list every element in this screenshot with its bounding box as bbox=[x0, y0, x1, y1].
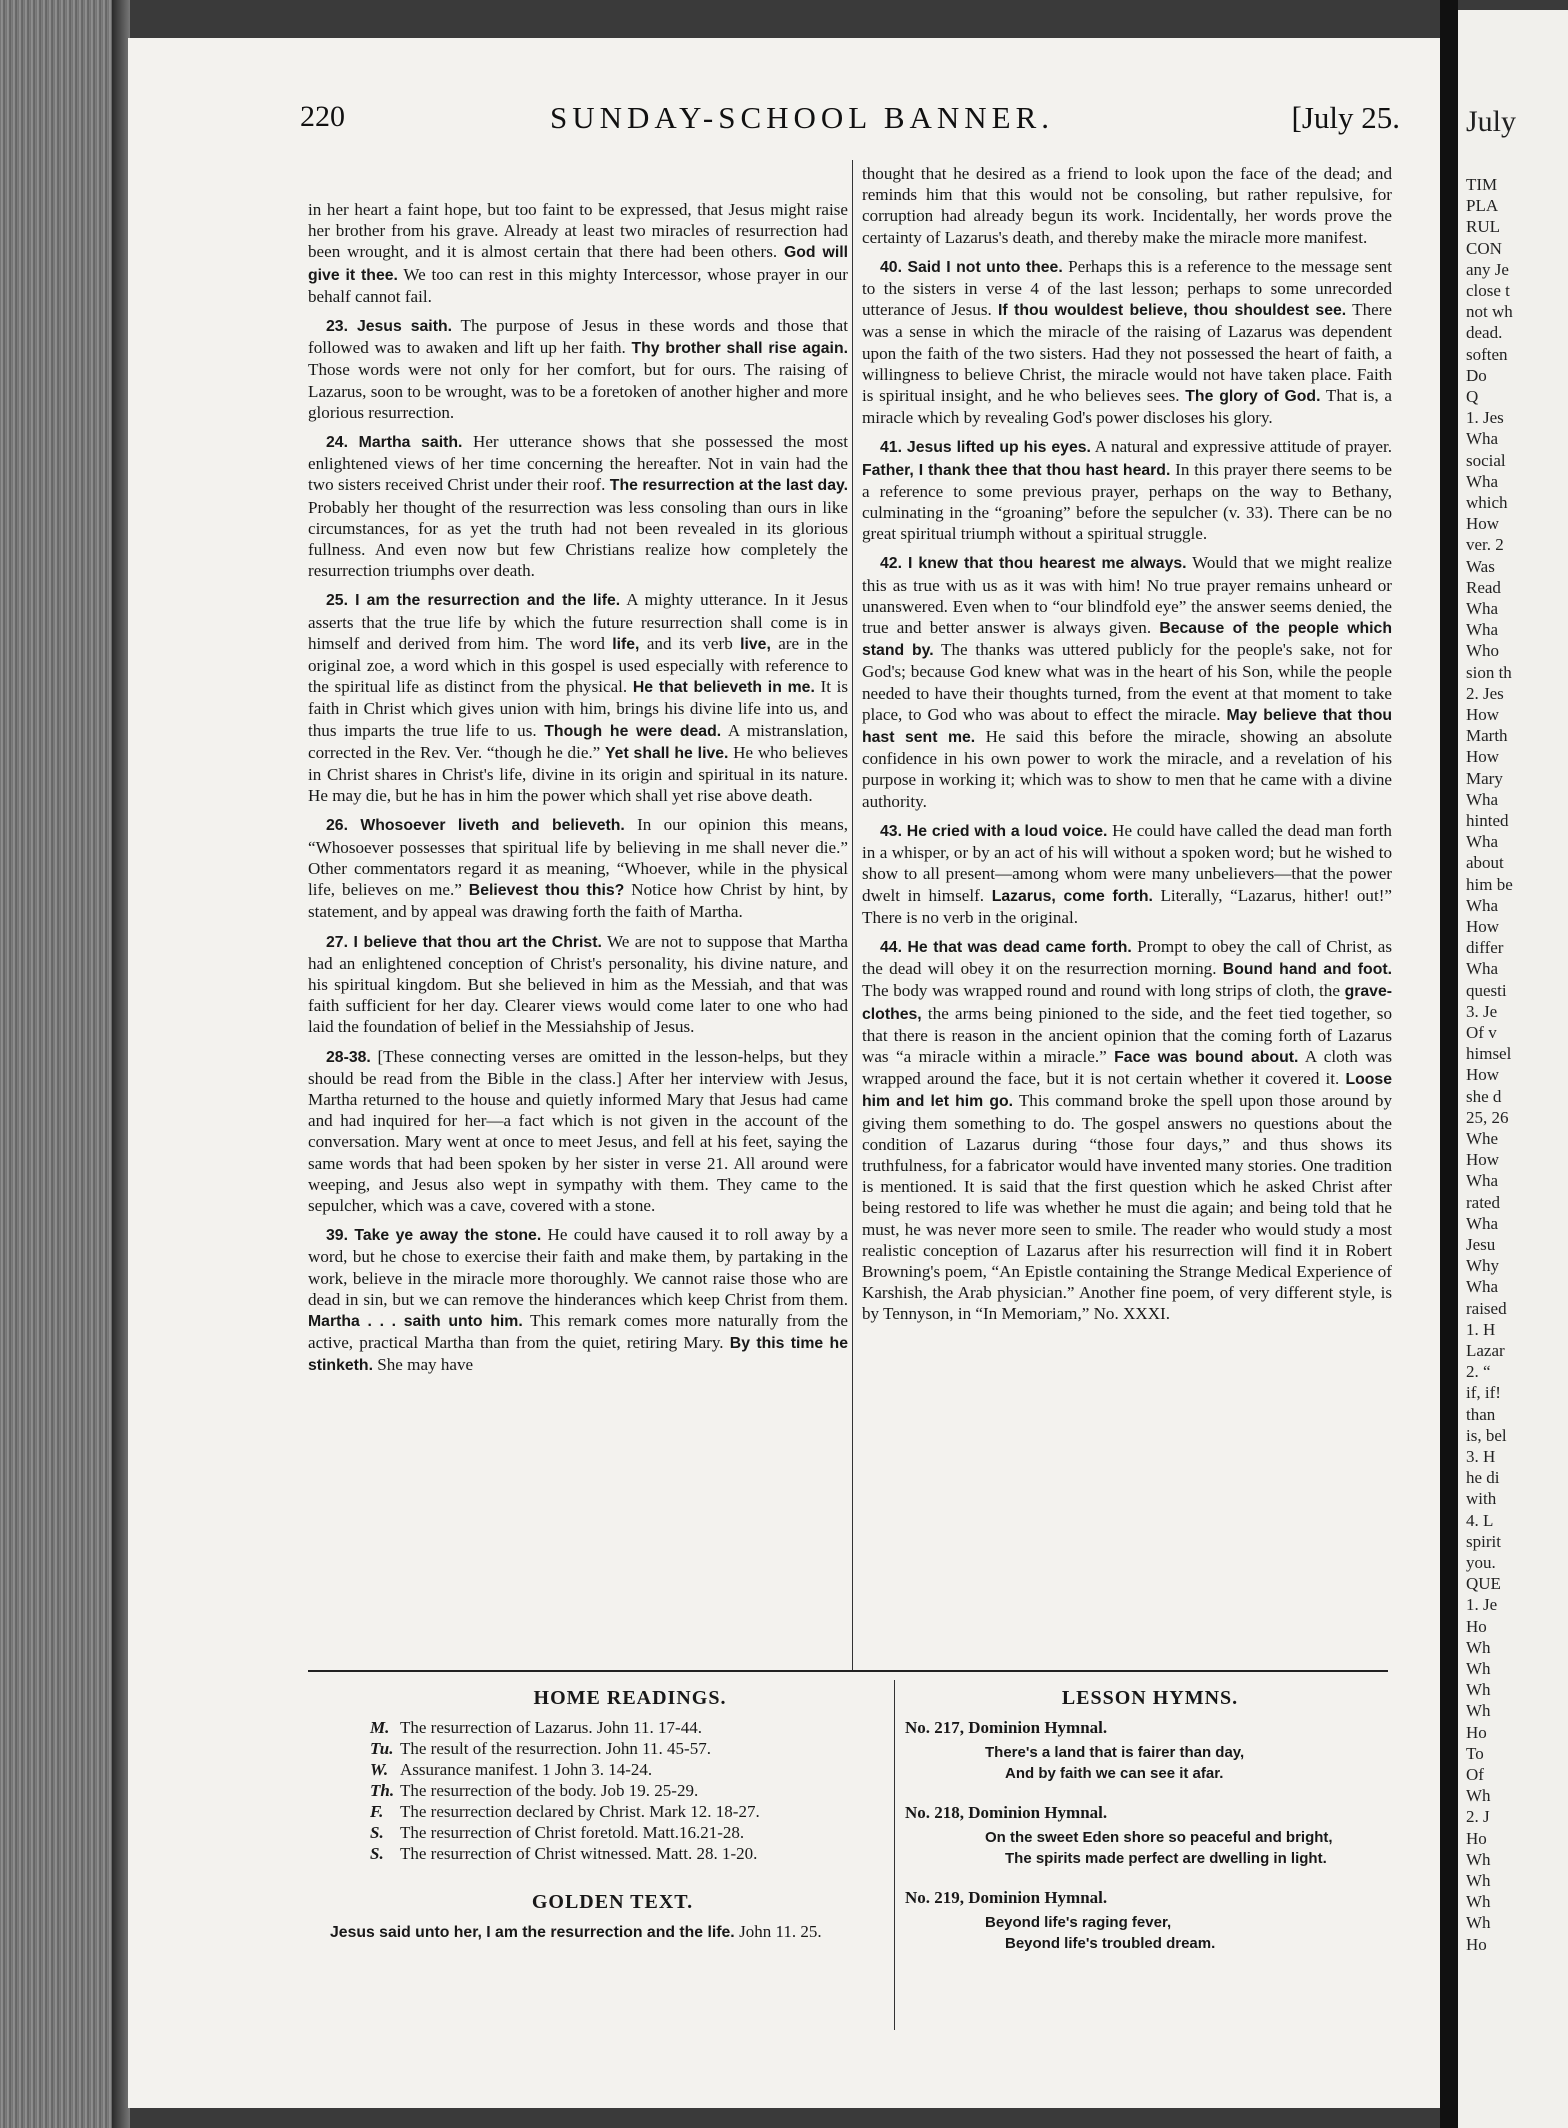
facing-page-fragment: How bbox=[1466, 1150, 1500, 1170]
facing-page-fragment: if, if! bbox=[1466, 1383, 1501, 1403]
facing-page-fragment: she d bbox=[1466, 1086, 1502, 1106]
facing-page-fragment: 1. Jes bbox=[1466, 408, 1504, 428]
bold-phrase: grave-clothes, bbox=[862, 983, 1392, 1023]
bold-phrase: Father, I thank thee that thou hast heard. bbox=[862, 461, 1171, 479]
facing-page-fragment: differ bbox=[1466, 938, 1504, 958]
facing-page-fragment: Wha bbox=[1466, 429, 1499, 449]
facing-page-fragment: 25, 26 bbox=[1466, 1107, 1509, 1127]
verse-number: 44. bbox=[880, 938, 908, 956]
text-run: He who believes in Christ shares in Christ's life, divine in its origin and spiritual in its nature. He may die, but he has in him the power which shall yet rise above death. bbox=[308, 742, 848, 806]
text-run: in her heart a faint hope, but too faint to be expressed, that Jesus might raise her brother from his grave. Already at least two miracles of resurrection had been wrought, and it is almost certain that there had been others. bbox=[308, 200, 848, 262]
bold-phrase: Take ye away the stone. bbox=[354, 1227, 542, 1245]
bold-phrase: I knew that thou hearest me always. bbox=[908, 555, 1187, 573]
bold-phrase: Yet shall he live. bbox=[605, 744, 729, 762]
paragraph bbox=[308, 431, 848, 581]
facing-page-fragment: with bbox=[1466, 1489, 1497, 1509]
text-run: Would that we might realize this as true with us as it was with him! No true prayer remains unheard or unanswered. Even when to “our blindfold eye” the answer seems denied, the true and better answer is always given. bbox=[862, 553, 1392, 638]
facing-page-fragment: Ho bbox=[1466, 1616, 1487, 1636]
hymn-line: There's a land that is fairer than day, bbox=[985, 1744, 1245, 1761]
bold-phrase: I am the resurrection and the life. bbox=[355, 592, 621, 610]
home-readings-list bbox=[370, 1717, 890, 1864]
facing-page-fragment: about bbox=[1466, 853, 1504, 873]
reading-text: Assurance manifest. 1 John 3. 14-24. bbox=[400, 1760, 653, 1779]
facing-page-fragment: Wh bbox=[1466, 1871, 1491, 1890]
book-spine bbox=[0, 0, 125, 2128]
facing-page-fragment: Wha bbox=[1466, 1213, 1499, 1233]
facing-page-fragment: How bbox=[1466, 1065, 1500, 1085]
text-run: Prompt to obey the call of Christ, as the dead will obey it on the resurrection morning. bbox=[862, 936, 1392, 979]
bold-phrase: If thou wouldest believe, thou shouldest see. bbox=[998, 302, 1347, 320]
facing-page-fragment: QUE bbox=[1466, 1574, 1501, 1594]
bold-phrase: Face was bound about. bbox=[1114, 1048, 1299, 1066]
hymns-list bbox=[905, 1717, 1395, 1954]
text-run: He could have called the dead man forth in a whisper, or by an act of his will without a spoken word; but he wished to show to all present—among whom were many unbelievers—that the power dwelt in himself. bbox=[862, 820, 1392, 905]
reading-row bbox=[370, 1717, 890, 1738]
text-run: He said this before the miracle, showing an absolute confidence in his own power to work the miracle, and a revelation of his purpose in working it; which was to show to men that he came with a divine authority. bbox=[862, 727, 1392, 811]
text-run: Literally, “Lazarus, hither! out!” There is no verb in the original. bbox=[862, 885, 1393, 927]
reading-row bbox=[370, 1780, 890, 1801]
facing-page-fragment: Wha bbox=[1466, 1277, 1499, 1297]
text-run: thought that he desired as a friend to look upon the face of the dead; and reminds him that this would not be consoling, but rather repulsive, for corruption had already begun its work. Incidentally, her words prove the certainty of Lazarus's death, and thereby make the miracle more manifest. bbox=[862, 164, 1392, 247]
facing-page-fragment: which bbox=[1466, 493, 1508, 512]
facing-page-fragment: 1. Je bbox=[1466, 1595, 1498, 1615]
facing-page-fragment: Wha bbox=[1466, 832, 1499, 852]
facing-page-fragment: Wha bbox=[1466, 895, 1499, 915]
facing-page-fragment: social bbox=[1466, 450, 1506, 470]
bold-phrase: The glory of God. bbox=[1185, 388, 1321, 406]
facing-page-fragment: How bbox=[1466, 514, 1500, 534]
text-run: He could have caused it to roll away by a word, but he chose to exercise their faith and make them, by partaking in the work, believe in the miracle more thoroughly. We cannot raise those who are dead in sin, but we can remove the hinderances which keep Christ from them. bbox=[308, 1225, 848, 1309]
facing-page-fragment: dead. bbox=[1466, 323, 1503, 343]
facing-page-fragment: To bbox=[1466, 1743, 1484, 1763]
text-run: There was a sense in which the miracle of the raising of Lazarus was dependent upon the faith of the two sisters. Had they not possessed the heart of faith, a willingness to believe Christ, the miracle would not have taken place. Faith is spiritual insight, and he who believes sees. bbox=[862, 300, 1392, 406]
facing-page-fragment: Wha bbox=[1466, 620, 1499, 640]
reading-day: Tu. bbox=[370, 1739, 394, 1758]
facing-page-fragment: 2. Jes bbox=[1466, 683, 1504, 703]
text-run: A mistranslation, corrected in the Rev. Ver. “though he die.” bbox=[308, 720, 849, 762]
bold-phrase: Martha . . . saith unto him. bbox=[308, 1312, 523, 1330]
facing-page-fragment: Wh bbox=[1466, 1680, 1491, 1700]
bold-phrase: life, bbox=[612, 635, 640, 653]
section-rule bbox=[308, 1670, 1388, 1672]
hymn bbox=[905, 1717, 1395, 1784]
golden-text-body bbox=[330, 1921, 895, 1943]
right-column bbox=[862, 163, 1392, 1333]
left-column bbox=[308, 199, 848, 1385]
reading-text: The resurrection of Christ witnessed. Matt. 28. 1-20. bbox=[400, 1844, 758, 1863]
facing-page-fragment: 3. Je bbox=[1466, 1001, 1498, 1021]
reading-day: M. bbox=[370, 1718, 390, 1737]
paragraph bbox=[862, 936, 1392, 1325]
facing-page-fragment: 3. H bbox=[1466, 1447, 1496, 1466]
home-readings bbox=[370, 1688, 890, 1864]
lesson-hymns-title: LESSON HYMNS. bbox=[1061, 1687, 1239, 1709]
facing-page-fragment: soften bbox=[1466, 344, 1508, 364]
verse-number: 27. bbox=[326, 933, 354, 951]
facing-page-fragment: him be bbox=[1466, 874, 1513, 894]
reading-day: W. bbox=[370, 1760, 389, 1779]
text-run: A cloth was wrapped around the face, but it is not certain whether it covered it. bbox=[862, 1046, 1392, 1089]
verse-number: 23. bbox=[326, 318, 357, 336]
reading-text: The resurrection of the body. Job 19. 25-29. bbox=[400, 1781, 699, 1800]
facing-page-fragment: Jesu bbox=[1466, 1235, 1496, 1254]
reading-text: The resurrection of Lazarus. John 11. 17-44. bbox=[400, 1718, 702, 1737]
paragraph bbox=[862, 163, 1392, 248]
reading-row bbox=[370, 1822, 890, 1843]
bold-phrase: Whosoever liveth and believeth. bbox=[360, 817, 625, 835]
facing-page-fragment: Why bbox=[1466, 1256, 1500, 1276]
bold-phrase: Believest thou this? bbox=[468, 882, 625, 900]
facing-page-fragment: not wh bbox=[1466, 302, 1513, 322]
verse-number: 42. bbox=[880, 555, 908, 573]
hymn-line: Beyond life's raging fever, bbox=[985, 1914, 1172, 1931]
facing-page-fragment: sion th bbox=[1466, 662, 1512, 682]
hymn-line: And by faith we can see it afar. bbox=[1005, 1765, 1224, 1782]
reading-row bbox=[370, 1738, 890, 1759]
verse-number: 43. bbox=[880, 822, 907, 840]
facing-page-fragment: Of v bbox=[1466, 1023, 1497, 1042]
facing-page-fragment: himsel bbox=[1466, 1044, 1512, 1064]
text-run: are in the original zoe, a word which in this gospel is used especially with reference to the spiritual life as distinct from the physical. bbox=[308, 633, 848, 697]
bold-phrase: Said I not unto thee. bbox=[907, 258, 1063, 276]
verse-number: 25. bbox=[326, 592, 356, 610]
bold-phrase: live, bbox=[740, 635, 771, 653]
facing-page-fragment: Read bbox=[1466, 577, 1501, 597]
reading-row bbox=[370, 1801, 890, 1822]
text-run: The body was wrapped round and round with long strips of cloth, the bbox=[862, 981, 1345, 1001]
hymn bbox=[905, 1802, 1395, 1869]
verse-number: 39. bbox=[326, 1227, 355, 1245]
facing-page-fragment: How bbox=[1466, 747, 1500, 767]
golden-text-quote: Jesus said unto her, I am the resurrection and the life. bbox=[330, 1924, 735, 1941]
facing-page-fragment: Mary bbox=[1466, 768, 1503, 788]
facing-page-fragment: Was bbox=[1466, 556, 1495, 576]
facing-page-fragment: TIM bbox=[1466, 175, 1498, 194]
facing-page-fragment: 1. H bbox=[1466, 1319, 1496, 1339]
reading-day: S. bbox=[370, 1823, 384, 1842]
facing-page-fragment: Who bbox=[1466, 641, 1500, 661]
bold-phrase: I believe that thou art the Christ. bbox=[353, 933, 602, 951]
bold-phrase: Martha saith. bbox=[358, 434, 463, 452]
text-run: The thanks was uttered publicly for the people's sake, not for God's; because God knew what was in the heart of his Son, while the people needed to have their thoughts turned, from the event at that moment to take place, to God who was about to effect the miracle. bbox=[862, 640, 1393, 724]
hymn-number: No. 217, Dominion Hymnal. bbox=[905, 1718, 1108, 1737]
facing-page-fragment: PLA bbox=[1466, 196, 1499, 216]
hymn-number: No. 218, Dominion Hymnal. bbox=[905, 1803, 1108, 1822]
text-run: Her utterance shows that she possessed the most enlightened views of her time concerning the hereafter. Not in vain had the two sisters received Christ under their roof. bbox=[308, 432, 848, 495]
facing-page-fragment: Wh bbox=[1466, 1892, 1491, 1912]
facing-page-fragment: Wh bbox=[1466, 1701, 1491, 1721]
facing-page-fragment: is, bel bbox=[1466, 1425, 1507, 1445]
bold-phrase: Because of the people which stand by. bbox=[862, 620, 1392, 660]
text-run: Probably her thought of the resurrection was less consoling than ours in like circumstances, for as yet the truth had not been revealed in its glorious fullness. And even now but few Christians realize how completely the resurrection triumphs over death. bbox=[308, 497, 848, 581]
text-run: This command broke the spell upon those around by giving them something to do. The gospel answers no questions about the condition of Lazarus during “those four days,” and thus shows its truthfulness, for a fabricator would have invented many stories. One tradition is mentioned. It is said that the first question which he asked Christ after being restored to life was whether he must die again; and being told that he must, he was never more seen to smile. The reader who would study a most realistic conception of Lazarus after his resurrection will find it in Robert Browning's poem, “An Epistle containing the Strange Medical Experience of Karshish, the Arab physician.” Another fine poem, of very different style, is by Tennyson, in “In Memoriam,” No. XXXI. bbox=[862, 1091, 1392, 1324]
facing-page-fragment: Wha bbox=[1466, 471, 1499, 491]
golden-text-title: GOLDEN TEXT. bbox=[531, 1891, 694, 1913]
bold-phrase: He cried with a loud voice. bbox=[906, 822, 1108, 840]
paragraph bbox=[862, 436, 1392, 544]
page-gutter bbox=[1440, 0, 1458, 2128]
verse-number: 24. bbox=[326, 434, 359, 452]
bold-phrase: May believe that thou hast sent me. bbox=[862, 706, 1392, 747]
running-title: SUNDAY-SCHOOL BANNER. bbox=[550, 100, 1055, 135]
hymn-number: No. 219, Dominion Hymnal. bbox=[905, 1888, 1108, 1907]
reading-text: The resurrection declared by Christ. Mark 12. 18-27. bbox=[400, 1802, 760, 1821]
paragraph bbox=[308, 589, 848, 806]
facing-page-fragment: 4. L bbox=[1466, 1510, 1494, 1530]
facing-page-fragment: Wha bbox=[1466, 1171, 1499, 1191]
hymn-line: The spirits made perfect are dwelling in light. bbox=[1005, 1850, 1327, 1867]
page-header bbox=[300, 100, 1400, 144]
reading-day: F. bbox=[370, 1802, 384, 1821]
facing-page-fragment: close t bbox=[1466, 281, 1510, 300]
reading-day: S. bbox=[370, 1844, 384, 1863]
facing-page-fragment: Wha bbox=[1466, 789, 1499, 809]
verse-number: 41. bbox=[880, 439, 907, 457]
facing-page-fragment: hinted bbox=[1466, 811, 1509, 830]
verse-number: 40. bbox=[880, 258, 908, 276]
bold-phrase: Jesus saith. bbox=[356, 318, 452, 336]
bold-phrase: The resurrection at the last day. bbox=[609, 477, 848, 495]
text-run: She may have bbox=[372, 1355, 474, 1375]
reading-text: The result of the resurrection. John 11. 45-57. bbox=[400, 1739, 711, 1758]
paragraph bbox=[308, 931, 848, 1038]
bottom-column-divider bbox=[894, 1680, 895, 2030]
reading-row bbox=[370, 1759, 890, 1780]
text-run: This remark comes more naturally from the active, practical Martha than from the quiet, retiring Mary. bbox=[308, 1310, 848, 1353]
column-divider bbox=[852, 160, 853, 1670]
text-run: Perhaps this is a reference to the message sent to the sisters in verse 4 of the last lesson; perhaps to some unrecorded utterance of Jesus. bbox=[862, 256, 1392, 320]
text-run: In this prayer there seems to be a reference to some previous prayer, perhaps on the way to Bethany, culminating in the “groaning” before the sepulcher (v. 33). There can be no great spiritual triumph without a spiritual struggle. bbox=[862, 459, 1392, 544]
facing-page-fragment: Ho bbox=[1466, 1934, 1487, 1954]
text-run: Those words were not only for her comfort, but for ours. The raising of Lazarus, soon to be wrought, was to be a foretoken of another higher and more glorious resurrection. bbox=[308, 360, 848, 422]
facing-page-fragment: Wh bbox=[1466, 1786, 1491, 1806]
facing-page-fragment: RUL bbox=[1466, 217, 1500, 237]
paragraph bbox=[862, 256, 1392, 429]
text-run: A natural and expressive attitude of prayer. bbox=[1090, 437, 1392, 457]
text-run: and its verb bbox=[639, 633, 741, 653]
facing-page-fragment: raised bbox=[1466, 1298, 1507, 1318]
facing-page-fragment: you. bbox=[1466, 1553, 1496, 1572]
facing-page-fragment: rated bbox=[1466, 1192, 1500, 1212]
facing-page-fragment: questi bbox=[1466, 980, 1507, 1000]
facing-page-fragment: Do bbox=[1466, 365, 1487, 385]
facing-page-fragment: Lazar bbox=[1466, 1341, 1505, 1360]
bold-phrase: He that was dead came forth. bbox=[907, 938, 1132, 956]
bold-phrase: By this time he stinketh. bbox=[308, 1335, 848, 1375]
facing-page-fragment: than bbox=[1466, 1404, 1496, 1424]
text-run: Notice how Christ by hint, by statement, and by appeal was drawing forth the faith of Martha. bbox=[308, 880, 848, 922]
text-run: In our opinion this means, “Whosoever possesses that spiritual life by believing in me shall never die.” Other commentators regard it as meaning, “Whoever, while in the physical life, believes on me.” bbox=[308, 815, 849, 900]
text-run: A mighty utterance. In it Jesus asserts that the true life by which the future resurrection shall come is in himself and derived from him. The word bbox=[308, 590, 848, 653]
bold-phrase: Jesus lifted up his eyes. bbox=[906, 439, 1091, 457]
paragraph bbox=[862, 820, 1392, 928]
bold-phrase: God will give it thee. bbox=[308, 244, 848, 284]
facing-page-fragment: Wh bbox=[1466, 1913, 1491, 1933]
facing-page-fragment: he di bbox=[1466, 1468, 1500, 1488]
paragraph bbox=[308, 315, 848, 423]
hymn-line: On the sweet Eden shore so peaceful and bright, bbox=[985, 1829, 1333, 1846]
paragraph bbox=[862, 552, 1392, 811]
facing-page-fragment: Whe bbox=[1466, 1129, 1499, 1148]
issue-date: [July 25. bbox=[1291, 100, 1400, 135]
text-run: It is faith in Christ which gives union with him, brings his divine life into us, and thus imparts the true life to us. bbox=[308, 677, 848, 740]
text-run: That is, a miracle which by revealing God's power discloses his glory. bbox=[862, 386, 1392, 428]
text-run: We are not to suppose that Martha had an enlightened conception of Christ's personality, his divine nature, and his spiritual kingdom. But she believed in him as the Messiah, and that was faith sufficient for her day. Clearer views would come later to one who had laid the foundation of belief in the Messiahship of Jesus. bbox=[308, 931, 848, 1037]
page-number: 220 bbox=[300, 100, 345, 133]
verse-number: 28-38. bbox=[326, 1048, 378, 1066]
facing-page-fragment: Q bbox=[1466, 387, 1479, 406]
bold-phrase: Loose him and let him go. bbox=[862, 1071, 1392, 1111]
facing-page-fragment: CON bbox=[1466, 238, 1502, 258]
paragraph bbox=[308, 1224, 848, 1376]
golden-text-ref: John 11. 25. bbox=[739, 1922, 822, 1941]
facing-page-fragment: Of bbox=[1466, 1765, 1484, 1784]
bold-phrase: Thy brother shall rise again. bbox=[631, 340, 848, 358]
reading-row bbox=[370, 1843, 890, 1864]
text-run: We too can rest in this mighty Intercessor, whose prayer in our behalf cannot fail. bbox=[308, 264, 848, 306]
facing-page-fragment: 2. “ bbox=[1466, 1362, 1491, 1382]
facing-page-fragment: Wha bbox=[1466, 959, 1499, 979]
facing-page-fragment: any Je bbox=[1466, 259, 1509, 279]
facing-page-fragment: Wh bbox=[1466, 1637, 1491, 1657]
lesson-hymns bbox=[905, 1688, 1395, 1972]
facing-page-fragment: How bbox=[1466, 917, 1500, 936]
paragraph bbox=[308, 199, 848, 307]
golden-text bbox=[330, 1892, 895, 1943]
hymn-line: Beyond life's troubled dream. bbox=[1005, 1935, 1216, 1952]
hymn bbox=[905, 1887, 1395, 1954]
verse-number: 26. bbox=[326, 817, 361, 835]
facing-page-fragment: How bbox=[1466, 705, 1500, 724]
facing-page-fragment: Wh bbox=[1466, 1659, 1491, 1678]
facing-page-fragment: Marth bbox=[1466, 726, 1508, 746]
reading-day: Th. bbox=[370, 1781, 395, 1800]
facing-page-header: July bbox=[1466, 105, 1517, 138]
facing-page-fragment: Ho bbox=[1466, 1828, 1487, 1848]
reading-text: The resurrection of Christ foretold. Matt.16.21-28. bbox=[400, 1823, 745, 1842]
facing-page-edge bbox=[1458, 10, 1568, 2128]
facing-page-fragment: 2. J bbox=[1466, 1807, 1490, 1827]
paragraph bbox=[308, 814, 848, 922]
bold-phrase: Lazarus, come forth. bbox=[991, 887, 1153, 905]
bold-phrase: Though he were dead. bbox=[544, 722, 722, 740]
text-run: The purpose of Jesus in these words and those that followed was to awaken and lift up her faith. bbox=[308, 316, 848, 358]
paragraph bbox=[308, 1046, 848, 1217]
text-run: the arms being pinioned to the side, and the feet tied together, so that there is reason in the ancient opinion that the coming forth of Lazarus was “a miracle within a miracle.” bbox=[862, 1003, 1392, 1066]
facing-page-fragment: spirit bbox=[1466, 1531, 1501, 1551]
bold-phrase: Bound hand and foot. bbox=[1222, 961, 1392, 979]
facing-page-fragment: Wh bbox=[1466, 1849, 1491, 1869]
facing-page-fragment: Ho bbox=[1466, 1722, 1487, 1742]
facing-page-fragment: ver. 2 bbox=[1466, 535, 1504, 555]
bold-phrase: He that believeth in me. bbox=[632, 679, 815, 697]
text-run: [These connecting verses are omitted in the lesson-helps, but they should be read from the Bible in the class.] After her interview with Jesus, Martha returned to the house and quietly informed Mary that Jesus had came and had inquired for her—a fact which is not given in the account of the conversation. Mary went at once to meet Jesus, and fell at his feet, saying the same words that had been spoken by her sister in verse 21. All around were weeping, and Jesus also wept in sympathy with them. They came to the sepulcher, which was a cave, covered with a stone. bbox=[308, 1046, 848, 1215]
facing-page-fragment: Wha bbox=[1466, 599, 1499, 618]
home-readings-title: HOME READINGS. bbox=[533, 1687, 727, 1709]
